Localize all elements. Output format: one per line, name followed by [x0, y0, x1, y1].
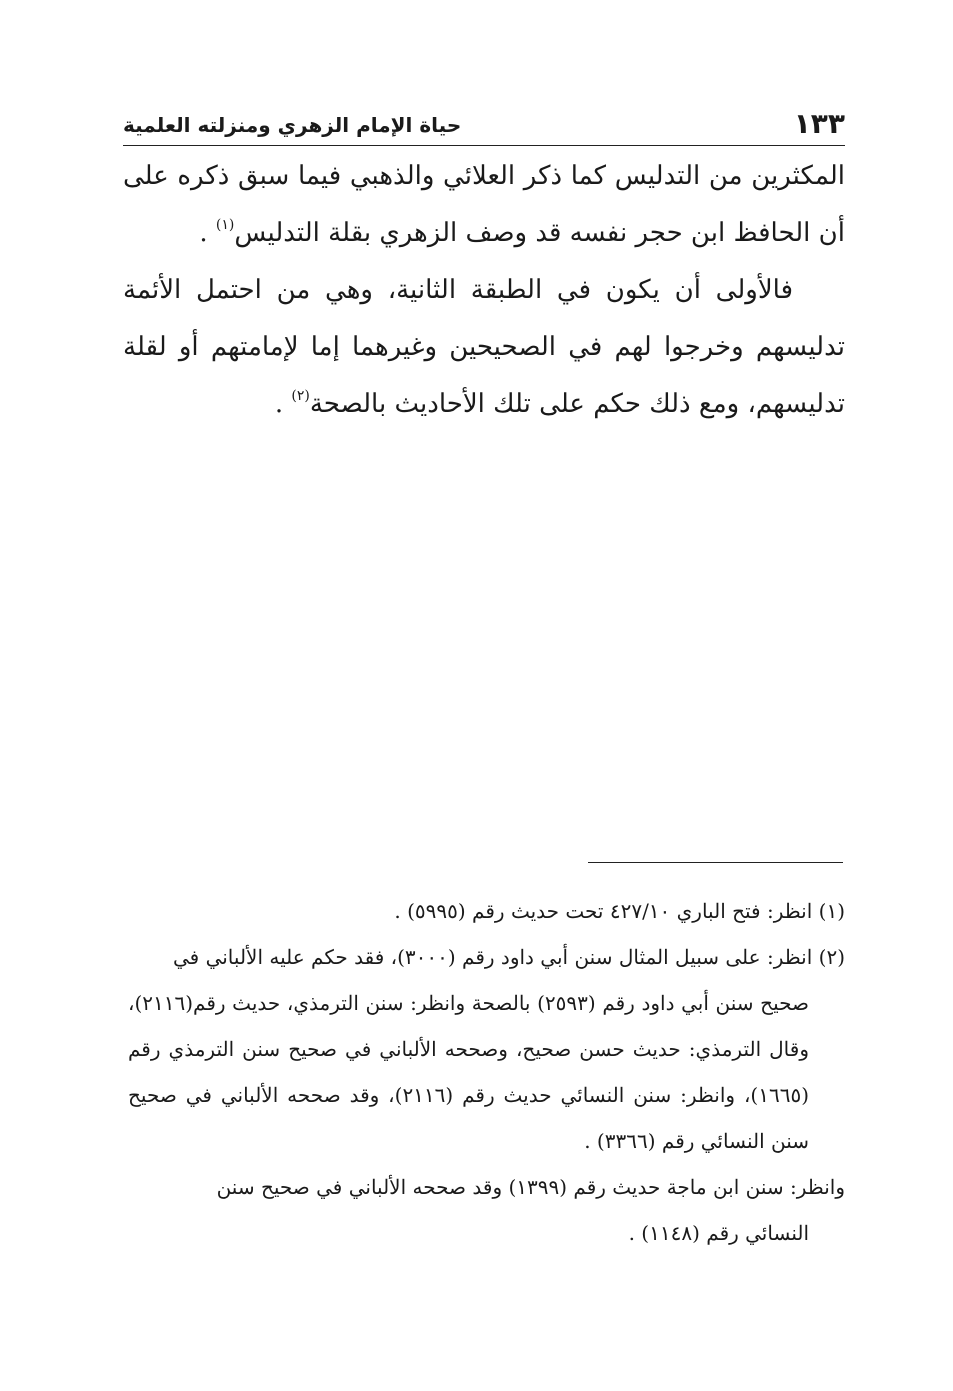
running-header	[123, 108, 845, 146]
footnote-2-first-line: (٢) انظر: على سبيل المثال سنن أبي داود رقم (٣٠٠٠)، فقد حكم عليه الألباني في	[172, 945, 845, 969]
footnote-ref-1[interactable]: (١)	[215, 217, 235, 233]
header-rule	[123, 145, 845, 146]
footnote-ref-2[interactable]: (٢)	[291, 388, 310, 404]
paragraph-1	[123, 148, 845, 262]
footnotes	[128, 888, 845, 1256]
paragraph-2-text: فالأولى أن يكون في الطبقة الثانية، وهي من احتمل الأئمة تدليسهم وخرجوا لهم في الصحيحين وغيرهما إما لإمامتهم أو لقلة تدليسهم، ومع ذلك حكم على تلك الأحاديث بالصحة	[123, 275, 845, 419]
page-number: ١٣٣	[793, 107, 845, 140]
running-title: حياة الإمام الزهري ومنزلته العلمية	[123, 113, 462, 137]
paragraph-1-text: المكثرين من التدليس كما ذكر العلائي والذهبي فيما سبق ذكره على أن الحافظ ابن حجر نفسه قد وصف الزهري بقلة التدليس	[123, 161, 845, 248]
paragraph-1-end: .	[199, 218, 216, 248]
footnote-separator	[588, 862, 843, 863]
footnote-3-first-line: وانظر: سنن ابن ماجة حديث رقم (١٣٩٩) وقد صححه الألباني في صحيح سنن	[216, 1175, 845, 1199]
main-text	[123, 148, 845, 433]
paragraph-2-end: .	[274, 389, 292, 419]
footnote-2-continuation: صحيح سنن أبي داود رقم (٢٥٩٣) بالصحة وانظر: سنن الترمذي، حديث رقم(٢١١٦)، وقال الترمذي: حديث حسن صحيح، وصححه الألباني في صحيح سنن الترمذي رقم (١٦٦٥)، وانظر: سنن النسائي حديث رقم (٢١١٦)، وقد صححه الألباني في صحيح سنن النسائي رقم (٣٣٦٦) .	[128, 991, 810, 1153]
footnote-3-continuation: النسائي رقم (١١٤٨) .	[628, 1221, 809, 1245]
paragraph-2	[123, 262, 845, 433]
footnote-1: (١) انظر: فتح الباري ٤٢٧/١٠ تحت حديث رقم (٥٩٩٥) .	[394, 899, 845, 923]
